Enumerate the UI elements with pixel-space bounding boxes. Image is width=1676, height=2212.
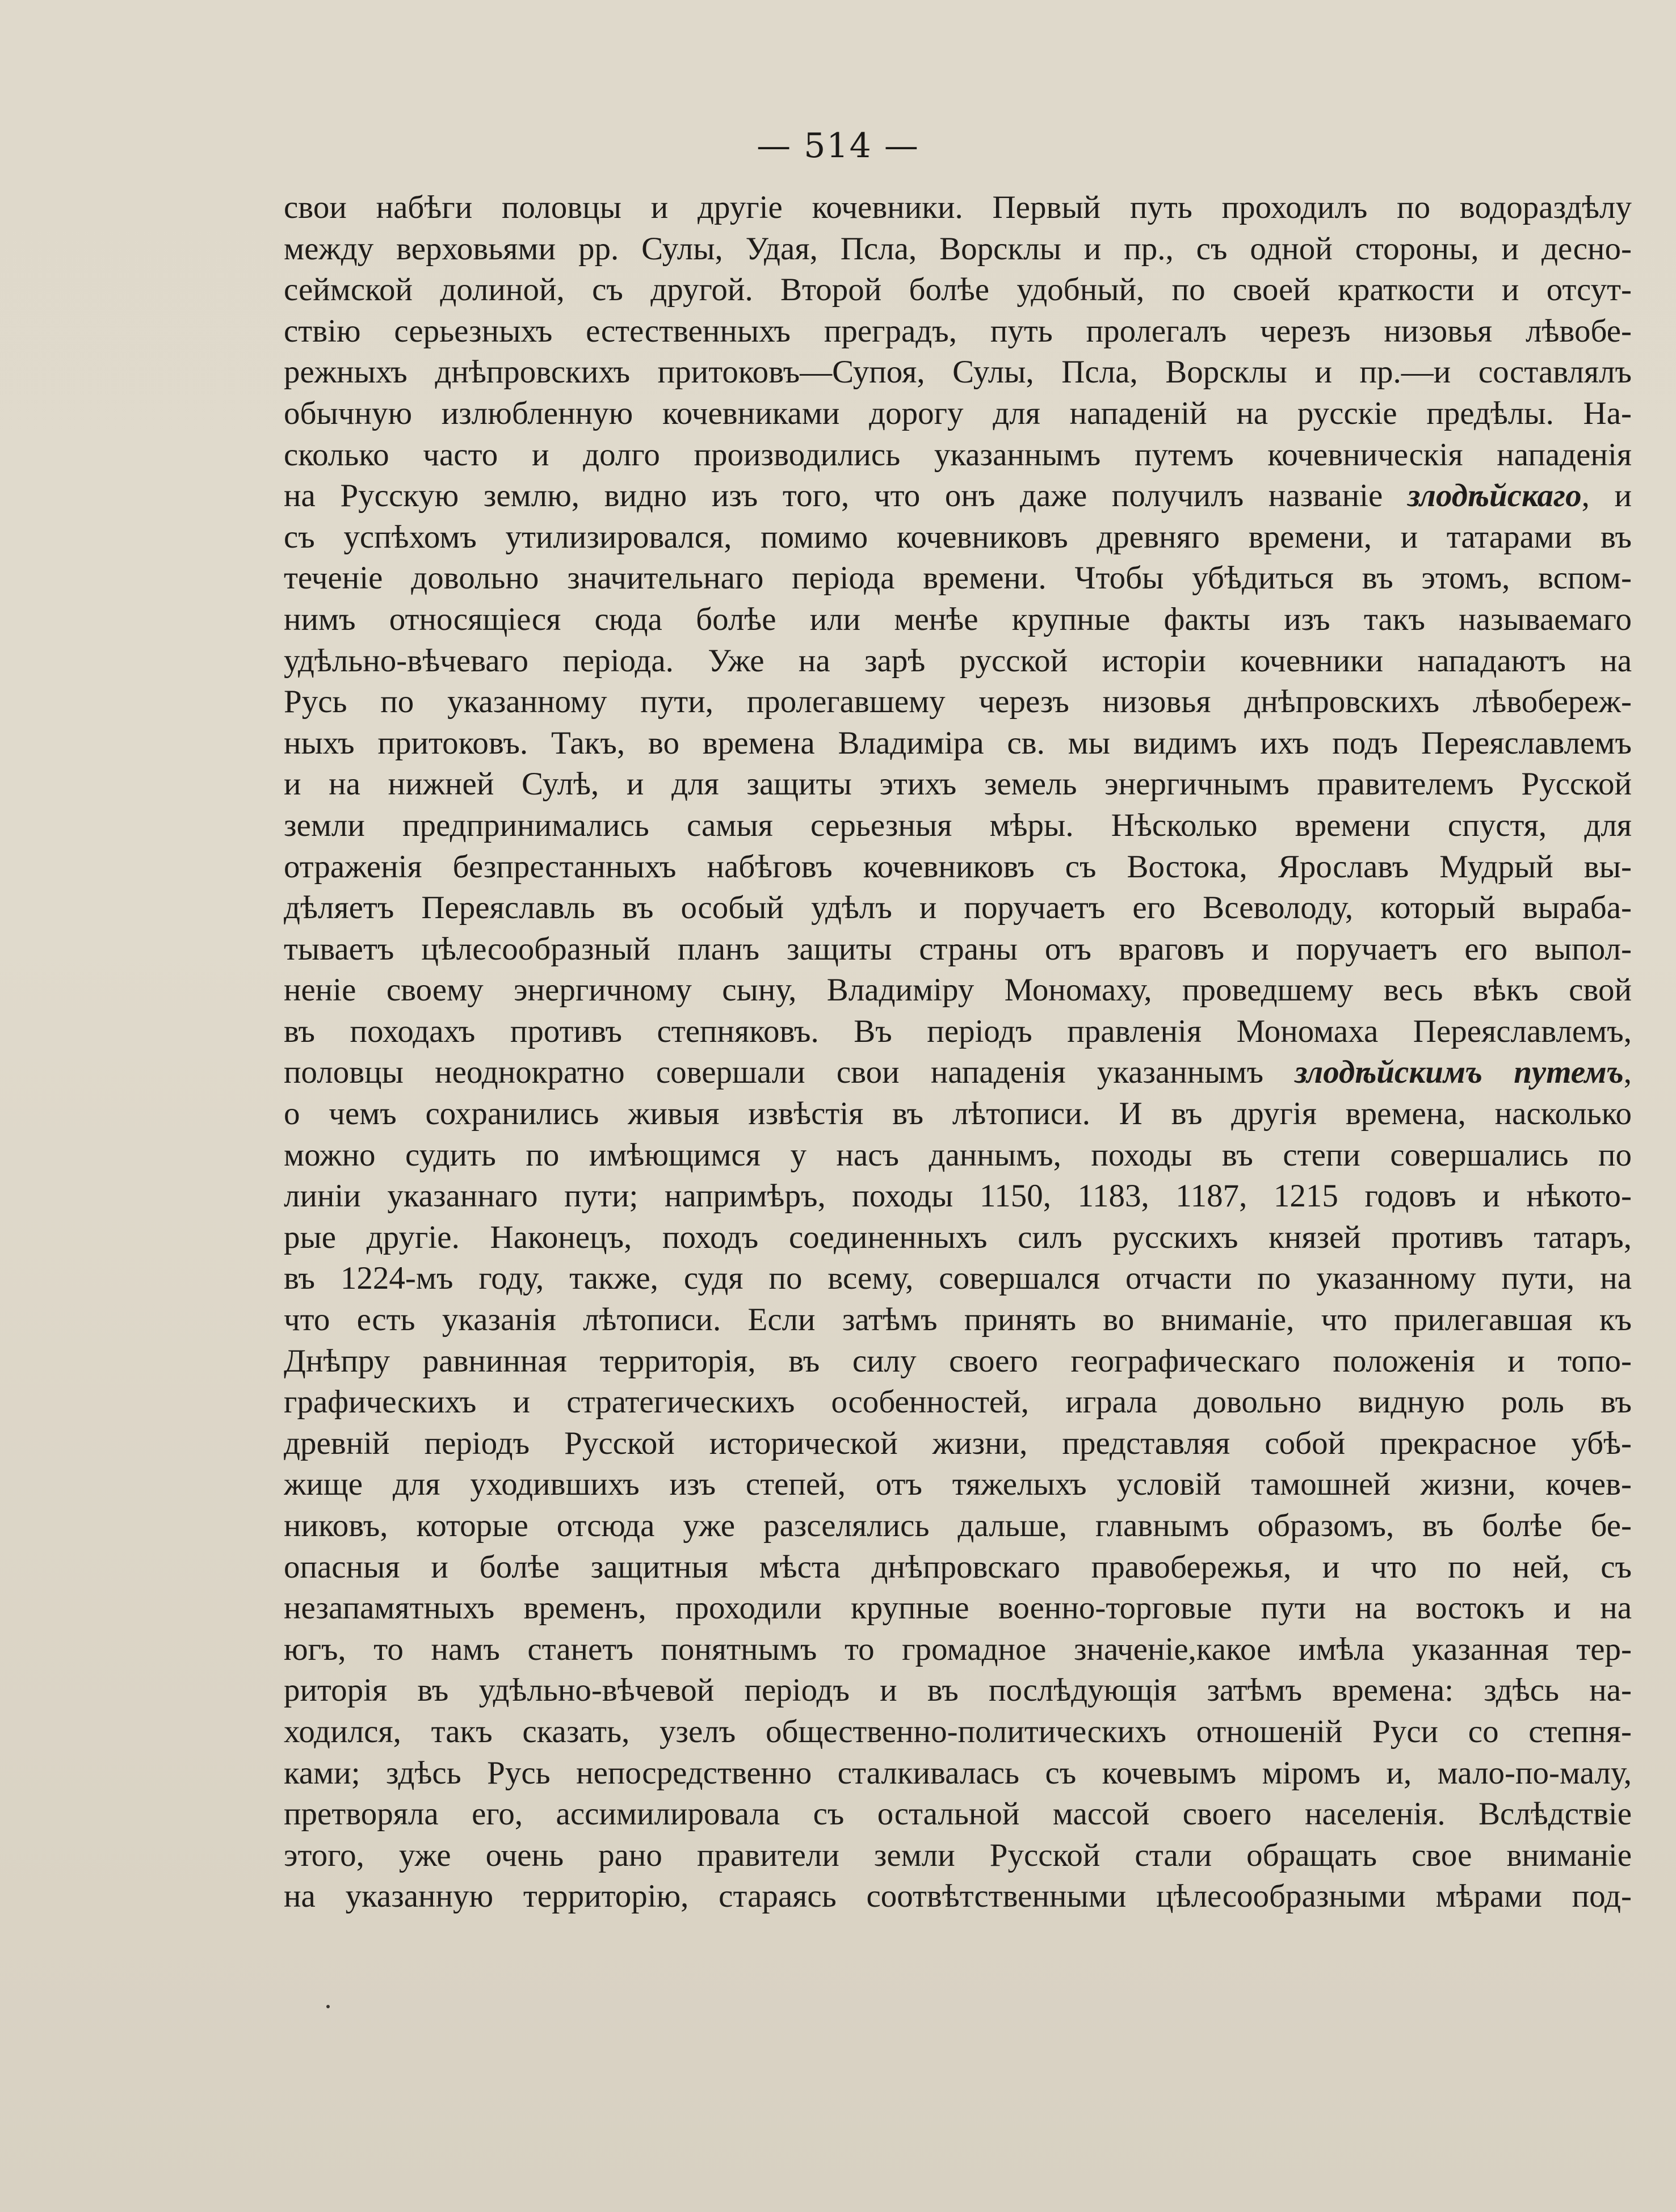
body-text [284, 187, 1632, 1917]
text-run: ныхъ притоковъ. Такъ, во времена Владиміра св. мы видимъ ихъ подъ Переяславлемъ [284, 725, 1632, 761]
text-run: , [1623, 1054, 1632, 1091]
text-run: , и [1581, 478, 1632, 514]
text-run: рые другіе. Наконецъ, походъ соединенныхъ силъ русскихъ князей противъ татаръ, [284, 1219, 1632, 1255]
text-run: въ походахъ противъ степняковъ. Въ періодъ правленія Мономаха Переяславлемъ, [284, 1013, 1632, 1049]
text-run: риторія въ удѣльно-вѣчевой періодъ и въ послѣдующія затѣмъ времена: здѣсь на- [284, 1672, 1632, 1709]
text-run: на указанную территорію, стараясь соотвѣтственными цѣлесообразными мѣрами под- [284, 1878, 1632, 1915]
text-line [284, 435, 1632, 476]
text-run: линіи указаннаго пути; напримѣръ, походы 1150, 1183, 1187, 1215 годовъ и нѣкото- [284, 1178, 1632, 1214]
text-line [284, 1629, 1632, 1671]
text-line [284, 1094, 1632, 1135]
text-run: режныхъ днѣпровскихъ притоковъ—Супоя, Сулы, Псла, Ворсклы и пр.—и составлялъ [284, 354, 1632, 390]
text-run: ками; здѣсь Русь непосредственно сталкивалась съ кочевымъ міромъ и, мало-по-малу, [284, 1755, 1632, 1791]
text-run: въ 1224-мъ году, также, судя по всему, совершался отчасти по указанному пути, на [284, 1260, 1632, 1297]
text-run: на Русскую землю, видно изъ того, что онъ даже получилъ названіе [284, 478, 1408, 514]
text-run: сколько часто и долго производились указаннымъ путемъ кочевническія нападенія [284, 436, 1632, 473]
text-line [284, 1300, 1632, 1341]
text-line [284, 1835, 1632, 1877]
text-line [284, 1217, 1632, 1259]
text-run: обычную излюбленную кочевниками дорогу для нападеній на русскіе предѣлы. На- [284, 395, 1632, 431]
emphasized-term: злодѣйскаго [1407, 478, 1582, 514]
text-run: и на нижней Сулѣ, и для защиты этихъ земель энергичнымъ правителемъ Русской [284, 766, 1632, 802]
text-run: никовъ, которые отсюда уже разселялись дальше, главнымъ образомъ, въ болѣе бе- [284, 1508, 1632, 1544]
text-line [284, 1258, 1632, 1300]
page-number: — 514 — [757, 126, 919, 166]
text-run: опасныя и болѣе защитныя мѣста днѣпровскаго правобережья, и что по ней, съ [284, 1549, 1632, 1585]
text-run: незапамятныхъ временъ, проходили крупные военно-торговые пути на востокъ и на [284, 1590, 1632, 1626]
text-line [284, 1176, 1632, 1217]
text-line [284, 229, 1632, 270]
text-run: нимъ относящіеся сюда болѣе или менѣе крупные факты изъ такъ называемаго [284, 601, 1632, 637]
text-line [284, 1505, 1632, 1547]
text-run: югъ, то намъ станетъ понятнымъ то громадное значеніе,какое имѣла указанная тер- [284, 1631, 1632, 1667]
text-line [284, 1588, 1632, 1629]
text-line [284, 970, 1632, 1011]
text-line [284, 641, 1632, 682]
text-run: съ успѣхомъ утилизировался, помимо кочевниковъ древняго времени, и татарами въ [284, 519, 1632, 555]
text-run: что есть указанія лѣтописи. Если затѣмъ принять во вниманіе, что прилегавшая къ [284, 1302, 1632, 1338]
text-line [284, 187, 1632, 229]
text-run: земли предпринимались самыя серьезныя мѣры. Нѣсколько времени спустя, для [284, 807, 1632, 843]
text-line [284, 1711, 1632, 1753]
text-run: о чемъ сохранились живыя извѣстія въ лѣтописи. И въ другія времена, насколько [284, 1096, 1632, 1132]
text-run: неніе своему энергичному сыну, Владиміру Мономаху, проведшему весь вѣкъ свой [284, 972, 1632, 1008]
text-line [284, 929, 1632, 970]
text-line [284, 1341, 1632, 1382]
text-line [284, 270, 1632, 311]
text-line [284, 847, 1632, 888]
text-line [284, 311, 1632, 352]
print-speck [326, 2005, 330, 2008]
text-run: отраженія безпрестанныхъ набѣговъ кочевниковъ съ Востока, Ярославъ Мудрый вы- [284, 848, 1632, 885]
text-run: свои набѣги половцы и другіе кочевники. Первый путь проходилъ по водораздѣлу [284, 190, 1632, 225]
text-run: Русь по указанному пути, пролегавшему черезъ низовья днѣпровскихъ лѣвобереж- [284, 684, 1632, 720]
text-line [284, 558, 1632, 599]
text-run: претворяла его, ассимилировала съ остальной массой своего населенія. Вслѣдствіе [284, 1796, 1632, 1832]
text-line [284, 1382, 1632, 1423]
text-line [284, 682, 1632, 723]
text-line [284, 1794, 1632, 1835]
text-line [284, 1876, 1632, 1917]
text-run: можно судить по имѣющимся у насъ даннымъ, походы въ степи совершались по [284, 1137, 1632, 1173]
text-run: половцы неоднократно совершали свои нападенія указаннымъ [284, 1054, 1295, 1091]
emphasized-term: злодѣйскимъ путемъ [1295, 1054, 1624, 1091]
text-run: ходился, такъ сказать, узелъ общественно-политическихъ отношеній Руси со степня- [284, 1713, 1632, 1750]
text-line [284, 888, 1632, 929]
text-run: теченіе довольно значительнаго періода времени. Чтобы убѣдиться въ этомъ, вспом- [284, 560, 1632, 596]
text-line [284, 599, 1632, 641]
text-line [284, 1670, 1632, 1711]
text-run: Днѣпру равнинная территорія, въ силу своего географическаго положенія и топо- [284, 1343, 1632, 1379]
text-line [284, 723, 1632, 764]
text-run: удѣльно-вѣчеваго періода. Уже на зарѣ русской исторіи кочевники нападаютъ на [284, 642, 1632, 679]
text-run: дѣляетъ Переяславль въ особый удѣлъ и поручаетъ его Всеволоду, который выраба- [284, 890, 1632, 926]
text-line [284, 476, 1632, 517]
text-line [284, 1423, 1632, 1465]
text-run: древній періодъ Русской исторической жизни, представляя собой прекрасное убѣ- [284, 1425, 1632, 1461]
text-run: жище для уходившихъ изъ степей, отъ тяжелыхъ условій тамошней жизни, кочев- [284, 1466, 1632, 1503]
text-line [284, 764, 1632, 805]
text-line [284, 1753, 1632, 1794]
text-line [284, 393, 1632, 435]
text-line [284, 1464, 1632, 1505]
text-run: графическихъ и стратегическихъ особенностей, играла довольно видную роль въ [284, 1384, 1632, 1420]
text-line [284, 1052, 1632, 1094]
text-run: тываетъ цѣлесообразный планъ защиты страны отъ враговъ и поручаетъ его выпол- [284, 931, 1632, 967]
text-run: этого, уже очень рано правители земли Русской стали обращать свое вниманіе [284, 1837, 1632, 1873]
text-line [284, 805, 1632, 847]
text-run: ствію серьезныхъ естественныхъ преградъ, путь пролегалъ черезъ низовья лѣвобе- [284, 313, 1632, 349]
text-line [284, 1135, 1632, 1176]
text-line [284, 1547, 1632, 1588]
text-run: сеймской долиной, съ другой. Второй болѣе удобный, по своей краткости и отсут- [284, 272, 1632, 308]
text-line [284, 1011, 1632, 1053]
text-run: между верховьями рр. Сулы, Удая, Псла, Ворсклы и пр., съ одной стороны, и десно- [284, 230, 1632, 267]
text-line [284, 517, 1632, 558]
text-line [284, 352, 1632, 393]
